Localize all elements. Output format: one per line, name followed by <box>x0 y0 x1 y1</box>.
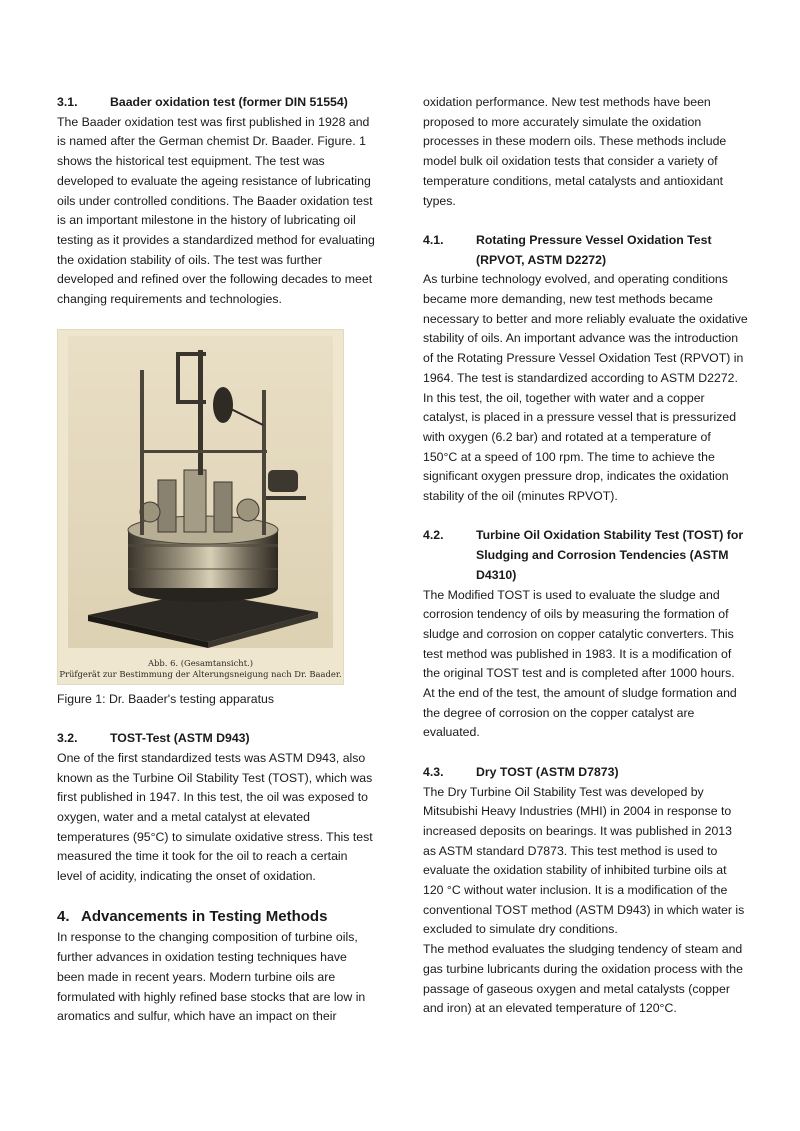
figure-inner-caption-line-1: Abb. 6. (Gesamtansicht.) <box>147 657 253 668</box>
figure-caption: Figure 1: Dr. Baader's testing apparatus <box>57 691 274 706</box>
section-4-3-heading <box>423 763 748 783</box>
baader-apparatus-illustration <box>58 330 343 650</box>
section-number: 4. <box>57 908 70 926</box>
section-title: Turbine Oil Oxidation Stability Test (TOST) for Sludging and Corrosion Tendencies (ASTM D4310) <box>476 528 744 582</box>
section-4-1-heading <box>423 231 748 270</box>
section-number: 4.2. <box>423 528 444 543</box>
section-4-3-body: The Dry Turbine Oil Stability Test was developed by Mitsubishi Heavy Industries (MHI) in 2004 in response to increased deposits on bearings. It was published in 2013 as ASTM standard D7873. This test method is used to evaluate the oxidation stability of inhibited turbine oils at 120 °C without water inclusion. It is a modification of the conventional TOST method (ASTM D943) in which water is excluded to simulate dry conditions. <box>423 784 745 937</box>
section-4-heading <box>57 906 375 928</box>
section-title: Baader oxidation test (former DIN 51554) <box>110 95 348 109</box>
section-3-1-body: The Baader oxidation test was first published in 1928 and is named after the German chemist Dr. Baader. Figure. 1 shows the historical test equipment. The test was developed to evaluate the ageing resistance of lubricating oils under controlled conditions. The Baader oxidation test is an important milestone in the history of lubricating oil testing as it provides a standardized method for evaluating the oxidation stability of oils. The test was further developed and refined over the following decades to meet changing requirements and technologies. <box>57 114 375 307</box>
section-4-2-body: The Modified TOST is used to evaluate the sludge and corrosion tendency of oils by measuring the formation of sludge and corrosion on copper catalytic converters. This test method was published in 1983. It is a modification of the original TOST test and is completed after 1000 hours. At the end of the test, the amount of sludge formation and the degree of corrosion on the copper catalyst are evaluated. <box>423 587 737 740</box>
section-3-1-heading <box>57 93 375 113</box>
left-column <box>57 93 375 1027</box>
section-4-body-continued: oxidation performance. New test methods have been proposed to more accurately simulate the oxidation processes in these modern oils. These methods include model bulk oil oxidation tests that consider a variety of temperature conditions, metal catalysts and antioxidant types. <box>423 95 727 208</box>
section-3-2-body: One of the first standardized tests was ASTM D943, also known as the Turbine Oil Stability Test (TOST), which was first published in 1947. In this test, the oil was exposed to oxygen, water and a metal catalyst at elevated temperatures (95°C) to simulate oxidative stress. This test measured the time it took for the oil to reach a certain level of acidity, indicating the onset of oxidation. <box>57 750 373 884</box>
section-4-3-body-2: The method evaluates the sludging tendency of steam and gas turbine lubricants during the oxidation process with the passage of gaseous oxygen and metal catalysts (copper and iron) at an elevated temperature of 120°C. <box>423 942 743 1016</box>
right-column <box>423 93 748 1019</box>
section-3-2-heading <box>57 729 375 749</box>
section-number: 4.1. <box>423 232 444 247</box>
baader-apparatus-figure <box>57 329 344 685</box>
section-4-1-body: As turbine technology evolved, and operating conditions became more demanding, new test methods became necessary to better and more reliably evaluate the oxidative stability of oils. An important advance was the introduction of the Rotating Pressure Vessel Oxidation Test (RPVOT) in 1964. The test is standardized according to ASTM D2272. In this test, the oil, together with water and a copper catalyst, is placed in a pressure vessel that is pressurized with oxygen (6.2 bar) and rotated at a temperature of 150°C at a speed of 100 rpm. The time to achieve the significant oxygen pressure drop, indicates the oxidation stability of the oil (minutes RPVOT). <box>423 272 748 504</box>
section-4-body: In response to the changing composition of turbine oils, further advances in oxidation testing techniques have been made in recent years. Modern turbine oils are formulated with highly refined base stocks that are low in aromatics and sulfur, which have an impact on their <box>57 930 366 1024</box>
section-number: 4.3. <box>423 764 444 779</box>
section-number: 3.1. <box>57 95 78 109</box>
figure-inner-caption <box>58 658 343 680</box>
section-title: Advancements in Testing Methods <box>81 908 328 926</box>
section-4-2-heading <box>423 526 748 585</box>
section-title: Dry TOST (ASTM D7873) <box>476 764 619 779</box>
section-title: Rotating Pressure Vessel Oxidation Test (RPVOT, ASTM D2272) <box>476 232 712 267</box>
section-title: TOST-Test (ASTM D943) <box>110 731 250 746</box>
section-number: 3.2. <box>57 731 78 746</box>
figure-inner-caption-line-2: Prüfgerät zur Bestimmung der Alterungsneigung nach Dr. Baader. <box>59 668 342 679</box>
